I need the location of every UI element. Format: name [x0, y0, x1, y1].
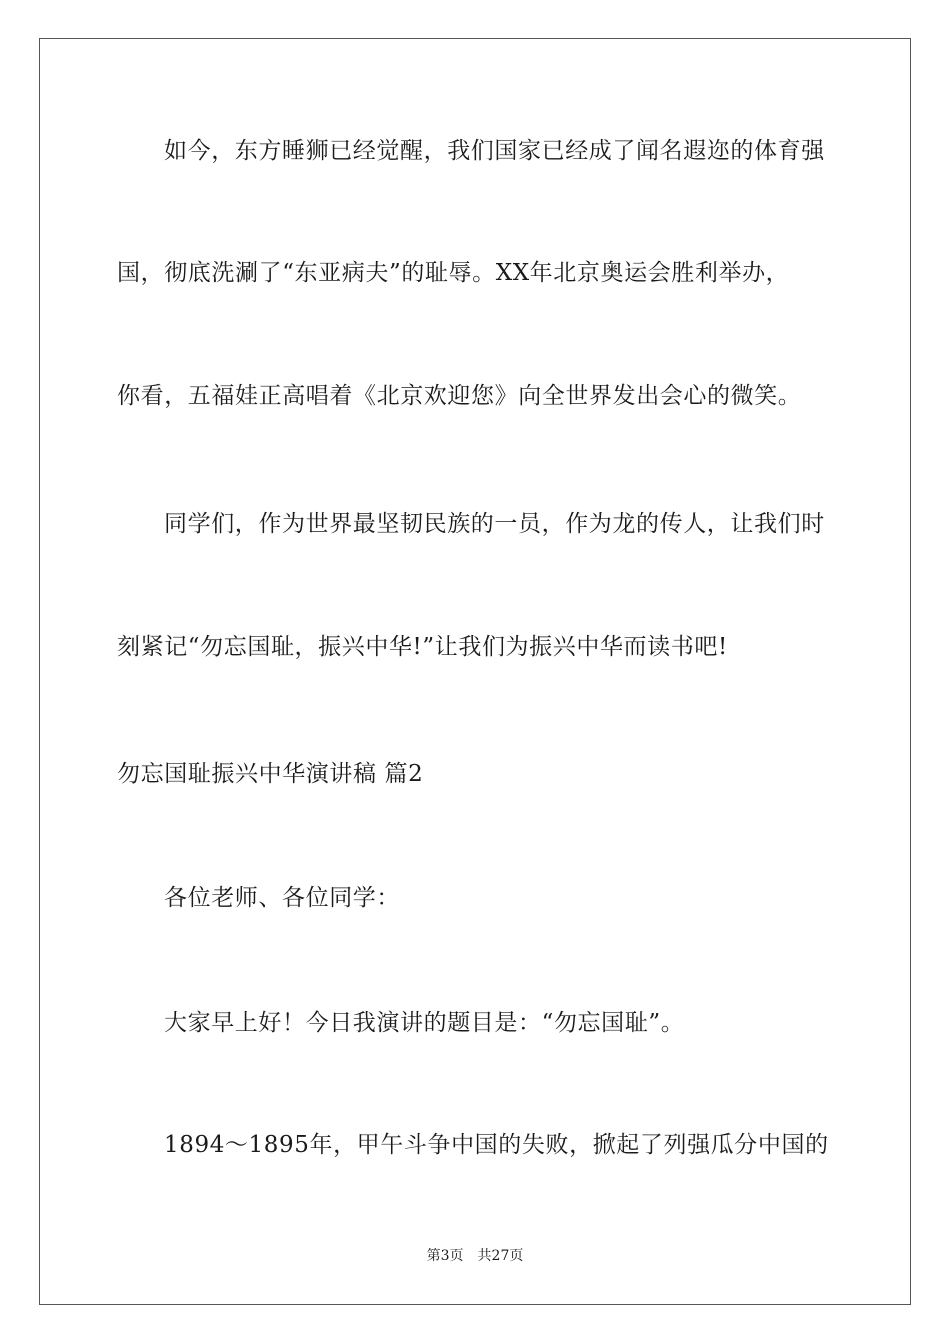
text-line: 同学们，作为世界最坚韧民族的一员，作为龙的传人，让我们时 [164, 511, 825, 537]
text-line: 1894～1895年，甲午斗争中国的失败，掀起了列强瓜分中国的 [164, 1132, 829, 1158]
page-border [39, 38, 911, 1305]
text-line: 如今，东方睡狮已经觉醒，我们国家已经成了闻名遐迩的体育强 [164, 138, 825, 164]
page-footer [0, 1247, 950, 1265]
text-line: 各位老师、各位同学： [164, 885, 400, 911]
page-number: 第3页 [426, 1248, 464, 1264]
section-heading: 勿忘国耻振兴中华演讲稿 篇2 [117, 761, 424, 787]
text-line: 你看，五福娃正高唱着《北京欢迎您》向全世界发出会心的微笑。 [117, 383, 802, 409]
text-line: 刻紧记“勿忘国耻，振兴中华!”让我们为振兴中华而读书吧! [117, 634, 728, 660]
text-line: 大家早上好！今日我演讲的题目是：“勿忘国耻”。 [164, 1010, 685, 1036]
page-total: 共27页 [477, 1248, 524, 1264]
text-line: 国，彻底洗涮了“东亚病夫”的耻辱。XX年北京奥运会胜利举办， [117, 260, 790, 286]
